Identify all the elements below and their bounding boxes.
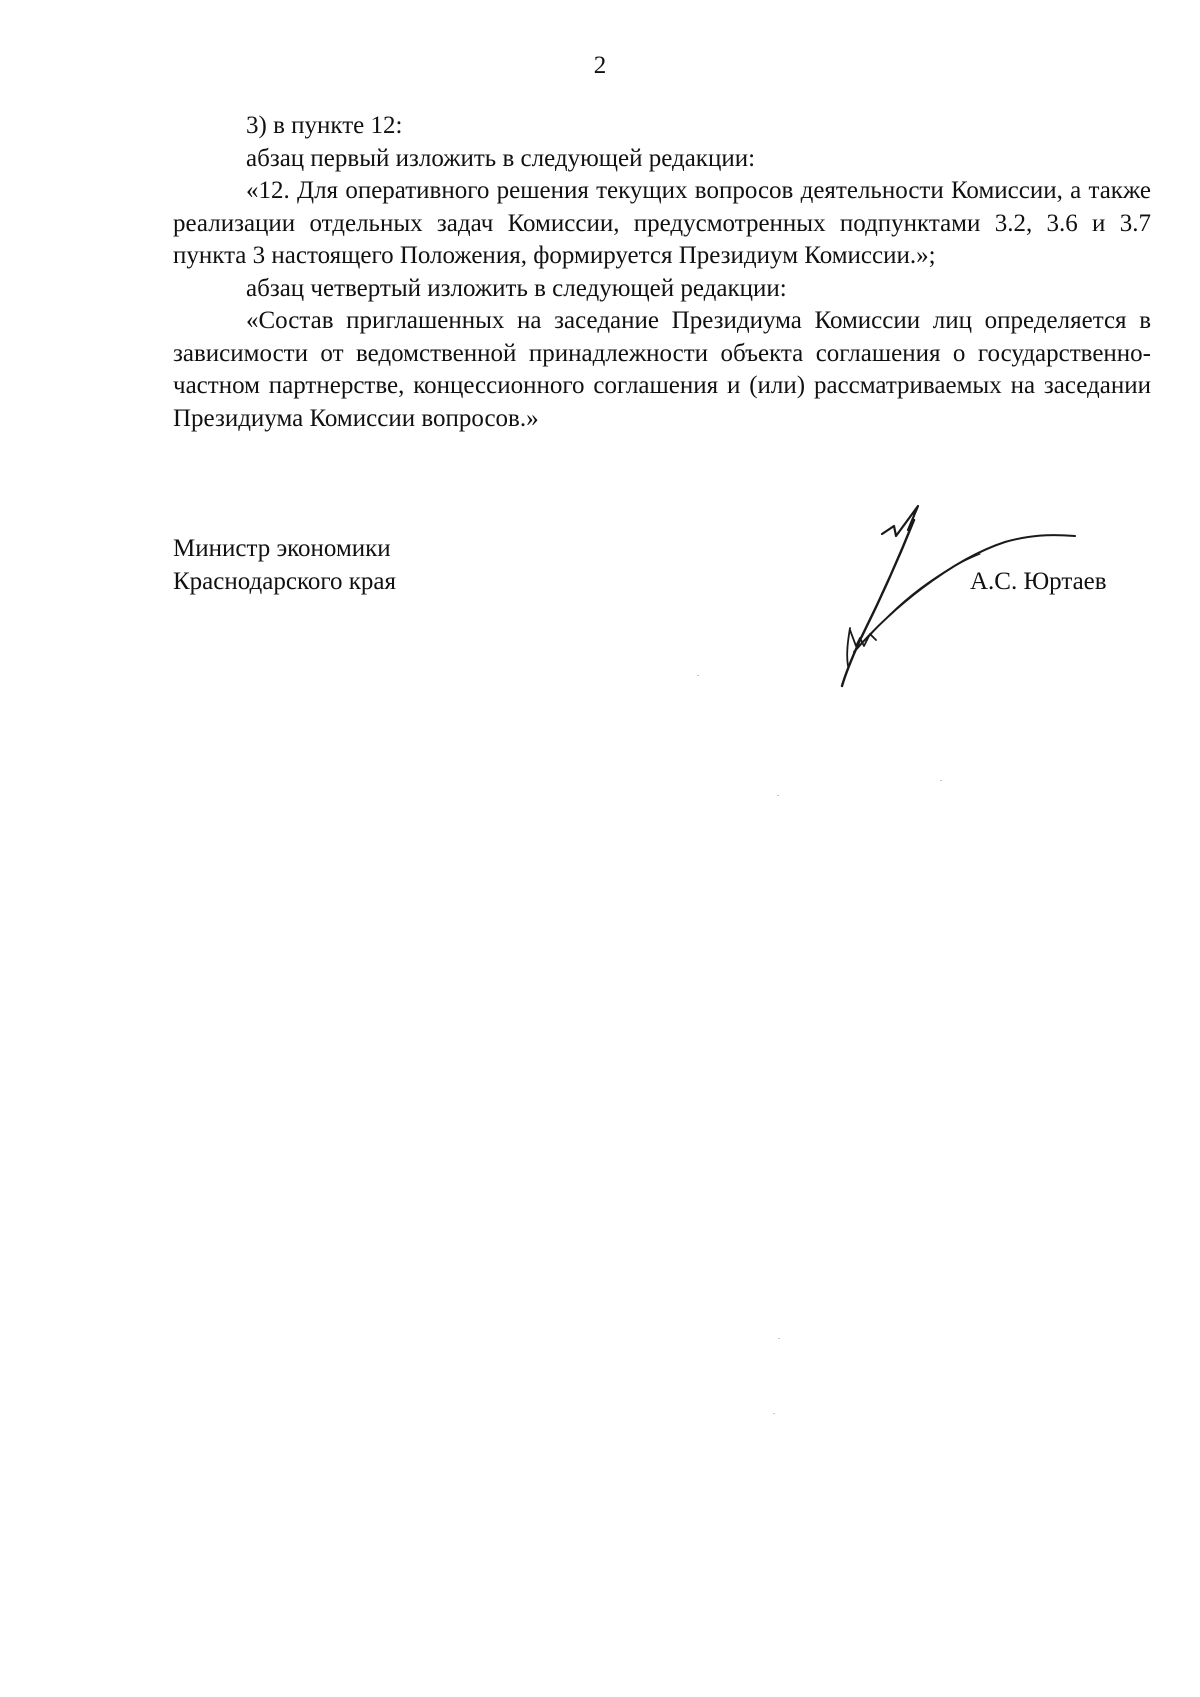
paragraph-fourth-abzac-instruction: абзац четвертый изложить в следующей редакции:: [246, 274, 787, 302]
page-number: 2: [593, 52, 607, 79]
scan-speck: [777, 795, 779, 796]
document-body: [173, 110, 1151, 435]
signatory-name: А.С. Юртаев: [970, 568, 1107, 595]
signatory-title: [173, 532, 396, 598]
paragraph-new-wording-12: «12. Для оперативного решения текущих вопросов деятельности Комиссии, а также реализации отдельных задач Комиссии, предусмотренных подпунктами 3.2, 3.6 и 3.7 пункта 3 настоящего Положения, формируется Президиум Комиссии.»;: [173, 177, 1151, 269]
paragraph-new-wording-composition: «Состав приглашенных на заседание Президиума Комиссии лиц определяется в зависимости от ведомственной принадлежности объекта соглашения о государственно-частном партнерстве, концессионного соглашения и (или) рассматриваемых на заседании Президиума Комиссии вопросов.»: [173, 307, 1151, 432]
paragraph-item-3-point-12: 3) в пункте 12:: [246, 112, 403, 139]
paragraph-first-abzac-instruction: абзац первый изложить в следующей редакции:: [246, 144, 756, 172]
scan-speck: [773, 1413, 775, 1414]
signatory-position: Министр экономики: [173, 535, 391, 562]
scan-speck: [697, 675, 699, 676]
scan-speck: [778, 1338, 780, 1339]
signatory-region: Краснодарского края: [173, 568, 396, 595]
scan-speck: [940, 780, 942, 781]
